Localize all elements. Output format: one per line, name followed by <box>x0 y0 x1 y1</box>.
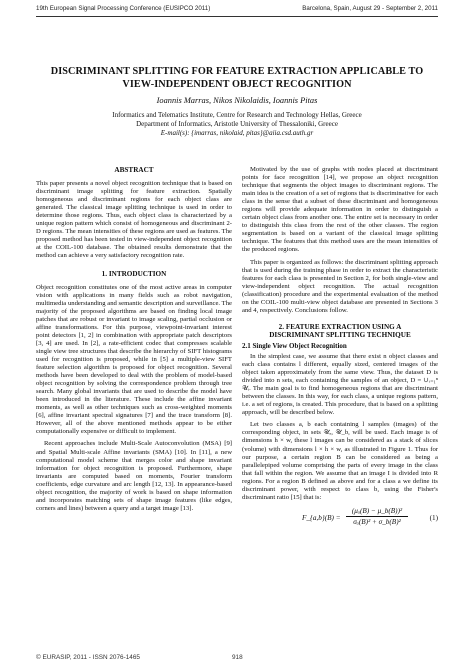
section-2-heading-line-1: 2. FEATURE EXTRACTION USING A <box>278 322 402 331</box>
equation-numerator: (μₐ(B) − μ_b(B))² <box>346 507 408 517</box>
affiliations <box>30 111 444 139</box>
organization-paragraph: This paper is organized as follows: the discriminant splitting approach that is used during the training phase in order to extract the characteristic features for each class is presented in Section 2, for both single-view and view-independent object recognition. The actual recognition (classification) procedure and the experimental evaluation of the method on the COIL-100 multi-view object database are presented in Sections 3 and 4, respectively. Conclusions follow. <box>242 258 438 314</box>
equation-lhs: F_{a,b}(B) = <box>302 513 341 522</box>
affiliation-line-1: Informatics and Telematics Institute, Centre for Research and Technology Hellas, Greece <box>112 111 362 119</box>
intro-paragraph-1: Object recognition constitutes one of the most active areas in computer vision with applications in many fields such as robot navigation, multimedia understanding and semantic description and surveillance. The majority of the proposed algorithms are based on finding local image patches that are robust or invariant to image scaling, partial occlusion or affine transformations. For this purpose, viewpoint-invariant interest point detectors [1, 2] in combination with appropriate patch descriptors [3, 4] are used. In [2], a rate-efficient codec that compresses scalable single view tree structures that describe the hierarchy of SIFT histograms used for recognition is proposed, while in [5] a multiple-view SIFT feature selection algorithm is proposed for object recognition. Several methods have been developed to deal with the problem of model-based object recognition by solving the correspondence problem through tree search. Many global invariants that are used to describe the model have been introduced in the literature. These include the affine invariant moments, as well as other techniques such as cross-weighted moments [6], affine invariant spectral signatures [7] and the trace transform [8]. However, all of the above mentioned methods appear to be either computationally expensive or difficult to implement. <box>36 283 232 436</box>
abstract-text: This paper presents a novel object recognition technique that is based on discriminant image splitting for feature extraction. Spatially homogeneous and discriminant regions for each object class are generated. The classical image splitting technique is used in order to determine those regions. Thus, each object class is characterized by a unique region pattern which consist of homogeneous and discriminant 2-D regions. The mean intensities of these regions are used as features. The proposed method has been tested in view-independent object recognition at the COIL-100 database. The obtained results demonstrate that the method can achieve a very satisfactory recognition rate. <box>36 180 232 260</box>
header-conference: 19th European Signal Processing Conference (EUSIPCO 2011) <box>36 5 211 12</box>
equation-number: (1) <box>429 513 438 522</box>
page-number: 918 <box>232 654 243 661</box>
header-location-date: Barcelona, Spain, August 29 - September 2, 2011 <box>302 5 438 12</box>
section-2-heading-line-2: DISCRIMINANT SPLITTING TECHNIQUE <box>269 330 411 339</box>
motivation-paragraph: Motivated by the use of graphs with nodes placed at discriminant points for face recognition [14], we propose an object recognition technique that segments the object images to discriminant regions. The main idea is the creation of a set of regions that is discriminative for each class in the sense that a subset of these discriminant and homogeneous regions will provide adequate information in order to distinguish a certain object class from another one. The entire set is necessary in order to distinguish this class from the rest of the other classes. The region segmentation is based on a variant of the classical image splitting technique. The features that this method uses are the mean intensities of the produced regions. <box>242 166 438 254</box>
subsection-2-1-heading: 2.1 Single View Object Recognition <box>242 341 347 350</box>
single-view-paragraph-1: In the simplest case, we assume that there exist n object classes and each class contains l different, equally sized, centered images of the object taken approximately from the same view. Thus, the dataset D is divided into n sets, each containing the samples of an object, D = ∪ᵢ₌₁ⁿ 𝒰ᵢ. The main goal is to find homogeneous regions that are discriminant between the classes. In this way, for each class, a unique regions pattern, i.e. a set of regions, is created. This procedure, that is based on a splitting approach, will be described below. <box>242 352 438 417</box>
running-header <box>36 4 438 17</box>
equation-fraction <box>346 507 408 526</box>
title-line-2: VIEW-INDEPENDENT OBJECT RECOGNITION <box>122 78 352 90</box>
email-line: E-mail(s): {imarras, nikolaid, pitas}@aiia.csd.auth.gr <box>160 129 314 138</box>
author-list: Ioannis Marras, Nikos Nikolaidis, Ioannis Pitas <box>156 96 318 105</box>
fisher-ratio-equation <box>242 506 438 532</box>
title-line-1: DISCRIMINANT SPLITTING FOR FEATURE EXTRACTION APPLICABLE TO <box>50 66 424 77</box>
introduction-heading: 1. INTRODUCTION <box>101 269 167 278</box>
left-column <box>36 166 232 513</box>
affiliation-line-2: Department of Informatics, Aristotle University of Thessaloniki, Greece <box>136 120 338 129</box>
single-view-paragraph-2: Let two classes a, b each containing l samples (images) of the corresponding object, in sets 𝒰ₐ, 𝒰_b, will be used. Each image is of dimensions h × w, these l images can be considered as a stack of slices (volume) with dimensions l × h × w, as illustrated in Figure 1. Thus for our purpose, a certain region B can be considered as being a parallelepiped volume comprising the parts of every image in the class that fall within the region. We assume that an image I is divided into R regions. For a region B defined as above and for a class a we define its discriminant power, with respect to class b, using the Fisher's discriminant ratio [15] that is: <box>242 421 438 501</box>
right-column <box>242 166 438 535</box>
intro-paragraph-2: Recent approaches include Multi-Scale Autoconvolution (MSA) [9] and Spatial Multi-scale Affine invariants (SMA) [10]. In [11], a new computational model scheme that merges color and shape invariant information for object recognition is proposed. Furthermore, shape invariants are computed based on moments, Fourier transform coefficients, edge curvature and arc length [12, 13]. In appearance-based object recognition, the majority of work is based on shape information and incorporates matching sets of shape image features (like edges, corners and lines) between a query and a target image [13]. <box>36 440 232 512</box>
abstract-heading: ABSTRACT <box>114 166 154 174</box>
paper-title <box>30 66 444 91</box>
equation-denominator: σₐ(B)² + σ_b(B)² <box>353 517 401 526</box>
section-2-heading <box>242 323 438 339</box>
footer-copyright: © EURASIP, 2011 - ISSN 2076-1465 <box>36 654 140 661</box>
page-footer <box>36 654 438 664</box>
